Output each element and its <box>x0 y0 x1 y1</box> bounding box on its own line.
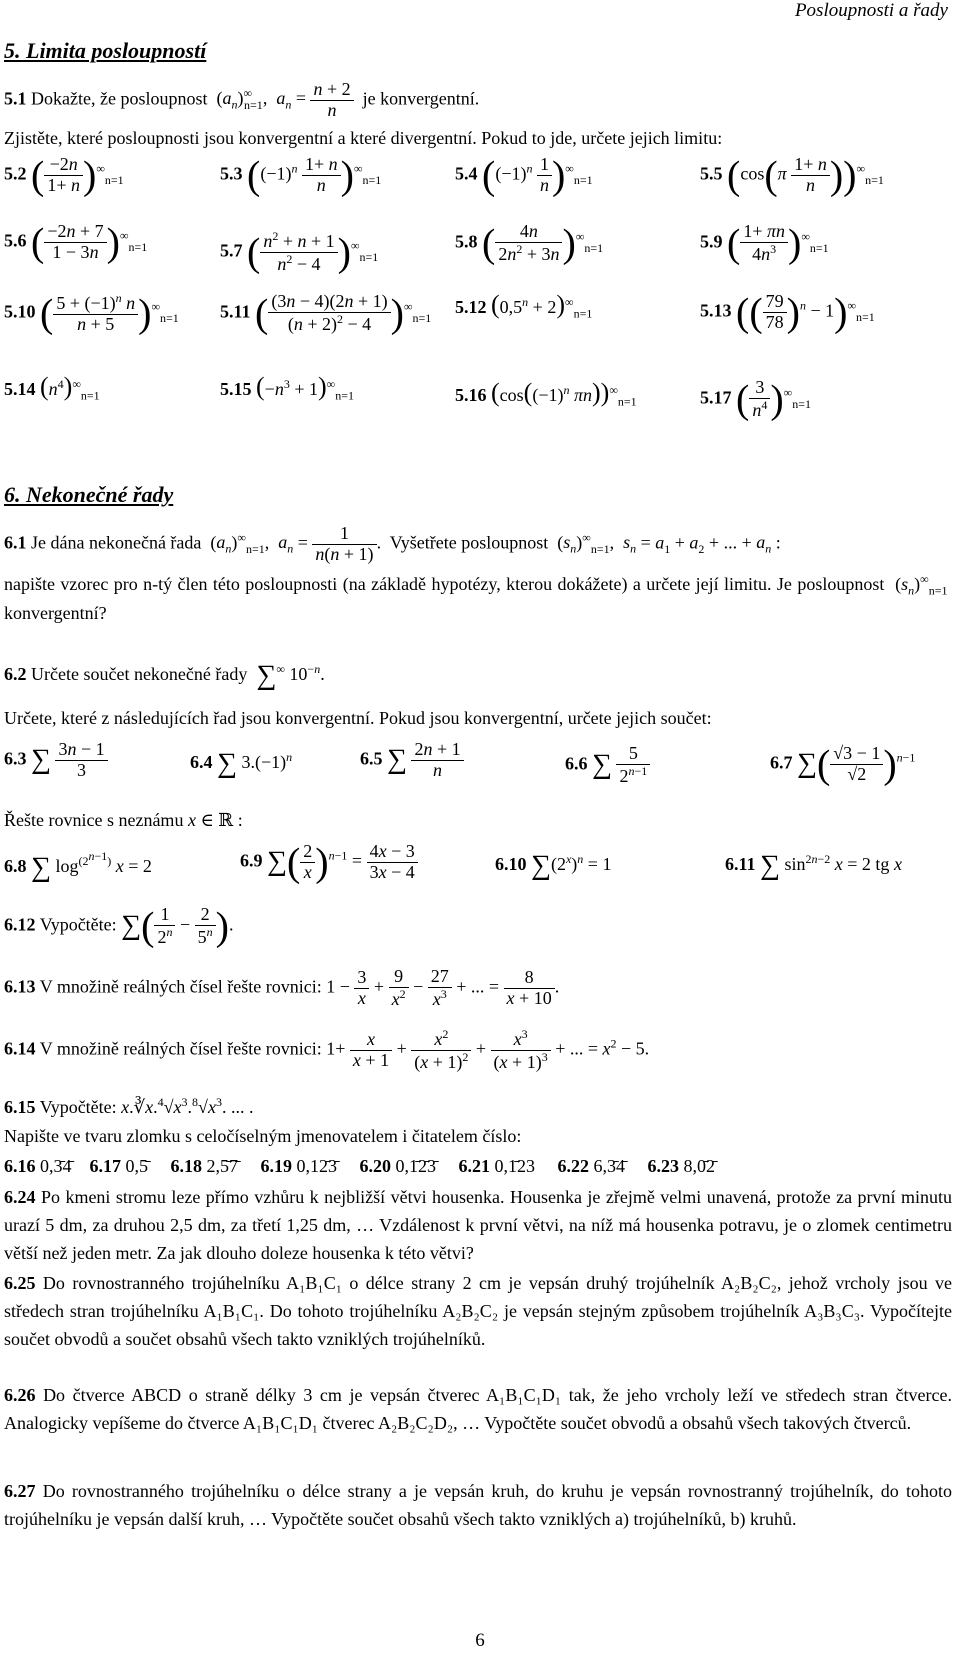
problem-text-3: napište vzorec pro n-tý člen této posloupnosti (na základě hypotézy, kterou dokážete) a určete její limitu. Je posloupnost <box>4 574 885 594</box>
section-6-title: 6. Nekonečné řady <box>4 482 174 507</box>
item-value: 2,5̄7̄ <box>206 1156 238 1176</box>
item-value: 0,5̄ <box>125 1156 148 1176</box>
problem-text: Vypočtěte: <box>39 1097 117 1117</box>
problem-6-2: 6.2 Určete součet nekonečné řady ∑∞ $10^{-n}$. <box>4 660 325 691</box>
problem-5-2: 5.2 ( $\frac{-2n}{1+ n}$ )$^\infty_{n=1}$ <box>4 152 124 198</box>
problem-number: 5.15 <box>220 379 252 399</box>
problem-number: 6.7 <box>770 752 793 773</box>
problem-6-7: 6.7 ∑( $\frac{√3 - 1}{√2}$ )$^{n-1}$ <box>770 741 916 787</box>
problem-text: Do čtverce ABCD o straně délky 3 cm je vepsán čtverec A₁B₁C₁D₁ tak, že jeho vrcholy leží ve středech stran čtverce. Analogicky vepíšeme do čtverce A₁B₁C₁D₁ čtverec A₂B₂C₂D₂, … Vypočtěte součet obvodů a obsahů všech takových čtverců. <box>4 1385 953 1433</box>
problem-5-17: 5.17 ( $\frac{3}{n^4}$ )$^\infty_{n=1}$ <box>700 376 811 422</box>
problem-number: 5.10 <box>4 301 36 322</box>
problem-number: 5.1 <box>4 88 27 109</box>
equations-intro: Řešte rovnice s neznámu x ∈ ℝ : <box>4 810 243 830</box>
problem-number: 6.5 <box>360 748 383 769</box>
problem-6-10: 6.10 $\sum(2^x)^n = 1$ <box>495 850 612 881</box>
problem-number: 6.10 <box>495 854 527 875</box>
problem-text: Do rovnostranného trojúhelníku o délce strany a je vepsán kruh, do kruhu je vepsán rovnostranný trojúhelník, do tohoto trojúhelníku je vepsán další kruh, … Vypočtěte součet obsahů všech takto vzniklých a) trojúhelníků, b) kruhů. <box>4 1481 953 1529</box>
problem-6-27 <box>4 1478 952 1534</box>
item-number: 6.16 <box>4 1156 36 1176</box>
problem-text-2: Vyšetřete posloupnost <box>389 532 549 553</box>
fraction-items <box>4 1156 715 1177</box>
problem-5-6: 5.6 ( $\frac{-2n + 7}{1 - 3n}$ )$^\infty_{n=1}$ <box>4 219 148 265</box>
problem-number: 6.4 <box>190 752 213 773</box>
problem-5-15: 5.15 $(-n^3 + 1)^\infty_{n=1}$ <box>220 372 354 403</box>
problem-number: 6.15 <box>4 1097 36 1117</box>
problem-number: 5.11 <box>220 301 251 322</box>
problem-text: Vypočtěte: <box>39 914 117 935</box>
problem-number: 5.2 <box>4 163 27 184</box>
problem-number: 6.13 <box>4 976 36 997</box>
problem-6-11: 6.11 ∑ $\sin^{2n-2} x = 2$ tg x <box>725 850 902 881</box>
item-number: 6.17 <box>89 1156 121 1176</box>
problem-text: Určete součet nekonečné řady <box>31 664 248 685</box>
problem-5-3: 5.3 ($(-1)^n$ $\frac{1+ n}{n}$ )$^\infty_{n=1}$ <box>220 152 382 198</box>
problem-5-9: 5.9 ( $\frac{1+ \pi n}{4n^3}$ )$^\infty_{n=1}$ <box>700 220 829 266</box>
series-intro: Určete, které z následujících řad jsou konvergentní. Pokud jsou konvergentní, určete jejich součet: <box>4 708 712 728</box>
problem-number: 6.2 <box>4 664 27 685</box>
problem-5-11: 5.11 ( $\frac{(3n - 4)(2n + 1)}{(n + 2)^2 - 4}$ )$^\infty_{n=1}$ <box>220 290 432 336</box>
problem-number: 6.6 <box>565 753 588 774</box>
problem-6-6: 6.6 ∑ $\frac{5}{2^{n-1}}$ <box>565 744 650 787</box>
problem-number: 5.6 <box>4 230 27 251</box>
fraction-intro: Napište ve tvaru zlomku s celočíselným jmenovatelem i čitatelem číslo: <box>4 1126 522 1146</box>
problem-text: Po kmeni stromu leze přímo vzhůru k nejbližší větvi housenka. Housenka je zřejmě velmi unavená, protože za první minutu urazí 5 dm, za druhou 2,5 dm, za třetí 1,25 dm, … Vzdálenost k první větvi, na níž má housenka potravu, je o zlomek centimetru větší než jeden metr. Za jak dlouho doleze housenka k této větvi? <box>4 1187 953 1263</box>
problem-text-4: konvergentní? <box>4 603 107 624</box>
problem-number: 6.9 <box>240 850 263 871</box>
problem-6-25 <box>4 1270 952 1354</box>
equations-intro-text: Řešte rovnice s neznámu <box>4 810 184 830</box>
running-header: Posloupnosti a řady <box>794 0 948 21</box>
item-value: 0,12̄3̄ <box>296 1156 337 1176</box>
item-value: 8,0̄2̄ <box>683 1156 715 1176</box>
problem-5-5: 5.5 (cos(π $\frac{1+ n}{n}$ ))$^\infty_{n=1}$ <box>700 152 884 198</box>
problem-number: 6.11 <box>725 854 756 875</box>
item-number: 6.19 <box>260 1156 292 1176</box>
problem-6-14: 6.14 V množině reálných čísel řešte rovnici: 1+ $\frac{x}{x + 1}$ + $\frac{x^2}{(x + 1)^2}$ + $\frac{x^3}{(x + 1)^3}$ + ... = $x^2 - 5$. <box>4 1027 650 1072</box>
problem-number: 6.25 <box>4 1273 36 1293</box>
problem-5-12: 5.12 $(0,5^n + 2)^\infty_{n=1}$ <box>455 290 593 321</box>
problem-text: Do rovnostranného trojúhelníku A₁B₁C₁ o délce strany 2 cm je vepsán druhý trojúhelník A₂B₂C₂, jehož vrcholy jsou ve středech stran trojúhelníku A₁B₁C₁. Do tohoto trojúhelníku A₂B₂C₂ je vepsán stejným způsobem trojúhelník A₃B₃C₃. Vypočítejte součet obvodů a součet obsahů všech takto vzniklých trojúhelníků. <box>4 1273 952 1349</box>
problem-number: 5.14 <box>4 379 36 399</box>
formula: $(a_n)^\infty_{n=1}$, $a_n$ = $\frac{n + 2}{n}$ <box>212 88 358 108</box>
problem-number: 5.12 <box>455 297 487 317</box>
section-5-intro: Zjistěte, které posloupnosti jsou konvergentní a které divergentní. Pokud to jde, určete jejich limitu: <box>4 128 723 148</box>
problem-6-13: 6.13 V množině reálných čísel řešte rovnici: 1 − $\frac{3}{x}$ + $\frac{9}{x^2}$ − $\frac{27}{x^3}$ + ... = $\frac{8}{x + 10}$ . <box>4 966 560 1009</box>
item-number: 6.23 <box>647 1156 679 1176</box>
problem-number: 6.8 <box>4 856 27 876</box>
item-number: 6.18 <box>170 1156 202 1176</box>
problem-6-5: 6.5 ∑ $\frac{2n + 1}{n}$ <box>360 740 464 781</box>
problem-5-10: 5.10 ( $\frac{5 + (-1)^n n}{n + 5}$ )$^\infty_{n=1}$ <box>4 290 179 336</box>
problem-number: 6.26 <box>4 1385 36 1405</box>
problem-text: Je dána nekonečná řada <box>31 532 202 553</box>
problem-text: Dokažte, že posloupnost <box>31 88 208 109</box>
problem-6-24 <box>4 1184 952 1268</box>
item-number: 6.21 <box>458 1156 490 1176</box>
problem-number: 6.3 <box>4 748 27 769</box>
problem-6-1: 6.1 Je dána nekonečná řada $(a_n)^\infty_{n=1}$, $a_n$ = $\frac{1}{n(n + 1)}$ . Vyšetřete posloupnost $(s_n)^\infty_{n=1}$, $s_n = a_1 + a_2$ + ... + $a_n$ : <box>4 523 781 564</box>
problem-number: 5.8 <box>455 231 478 252</box>
problem-number: 5.17 <box>700 387 732 408</box>
problem-number: 5.4 <box>455 163 478 184</box>
item-value: 0,1̄23 <box>494 1156 535 1176</box>
problem-6-3: 6.3 ∑ $\frac{3n - 1}{3}$ <box>4 740 108 781</box>
problem-6-12: 6.12 Vypočtěte: ∑( $\frac{1}{2^n}$ − $\frac{2}{5^n}$ ). <box>4 903 234 949</box>
item-number: 6.22 <box>557 1156 589 1176</box>
problem-5-4: 5.4 ($(-1)^n$ $\frac{1}{n}$ )$^\infty_{n=1}$ <box>455 152 593 198</box>
problem-5-1 <box>4 80 479 121</box>
item-value: 0,3̄4̄ <box>40 1156 72 1176</box>
page-number: 6 <box>475 1630 485 1651</box>
problem-number: 6.1 <box>4 532 27 553</box>
problem-number: 5.5 <box>700 163 723 184</box>
problem-5-16: 5.16 ($\cos((-1)^n$ $\pi n))^\infty_{n=1}$ <box>455 378 637 409</box>
problem-number: 6.27 <box>4 1481 36 1501</box>
problem-number: 5.13 <box>700 300 732 321</box>
problem-5-7: 5.7 ( $\frac{n^2 + n + 1}{n^2 - 4}$ )$^\infty_{n=1}$ <box>220 229 379 275</box>
problem-6-1-continued: napište vzorec pro n-tý člen této posloupnosti (na základě hypotézy, kterou dokážete) a určete její limitu. Je posloupnost $(s_n)^\infty_{n=1}$ konvergentní? <box>4 572 948 624</box>
problem-number: 5.7 <box>220 240 243 261</box>
problem-5-8: 5.8 ( $\frac{4n}{2n^2 + 3n}$ )$^\infty_{n=1}$ <box>455 220 604 266</box>
problem-tail: je konvergentní. <box>362 88 480 109</box>
problem-5-14: 5.14 $(n^4)^\infty_{n=1}$ <box>4 372 100 403</box>
problem-number: 6.12 <box>4 914 36 935</box>
problem-6-15: 6.15 Vypočtěte: $x.∛x.^4√x^3.^8√x^3$. ... . <box>4 1095 254 1117</box>
problem-6-26 <box>4 1382 952 1438</box>
problem-text: V množině reálných čísel řešte rovnici: <box>39 976 322 997</box>
problem-5-13: 5.13 (( $\frac{79}{78}$ )$^n - 1)^\infty_{n=1}$ <box>700 289 875 335</box>
problem-6-8: 6.8 ∑ $\log^{(2^{n-1})} x = 2$ <box>4 849 152 883</box>
item-number: 6.20 <box>359 1156 391 1176</box>
problem-number: 6.14 <box>4 1038 36 1059</box>
problem-number: 5.9 <box>700 231 723 252</box>
problem-number: 6.24 <box>4 1187 36 1207</box>
item-value: 6,3̄4̄ <box>593 1156 625 1176</box>
section-5-title: 5. Limita posloupností <box>4 38 207 63</box>
problem-number: 5.3 <box>220 163 243 184</box>
problem-number: 5.16 <box>455 385 487 405</box>
problem-6-9: 6.9 ∑( $\frac{2}{x}$ )$^{n-1}$ = $\frac{4x - 3}{3x - 4}$ <box>240 842 418 883</box>
problem-text: V množině reálných čísel řešte rovnici: <box>39 1038 322 1059</box>
problem-6-4: 6.4 ∑ $3.(-1)^n$ <box>190 748 293 779</box>
item-value: 0,1̄2̄3̄ <box>395 1156 436 1176</box>
